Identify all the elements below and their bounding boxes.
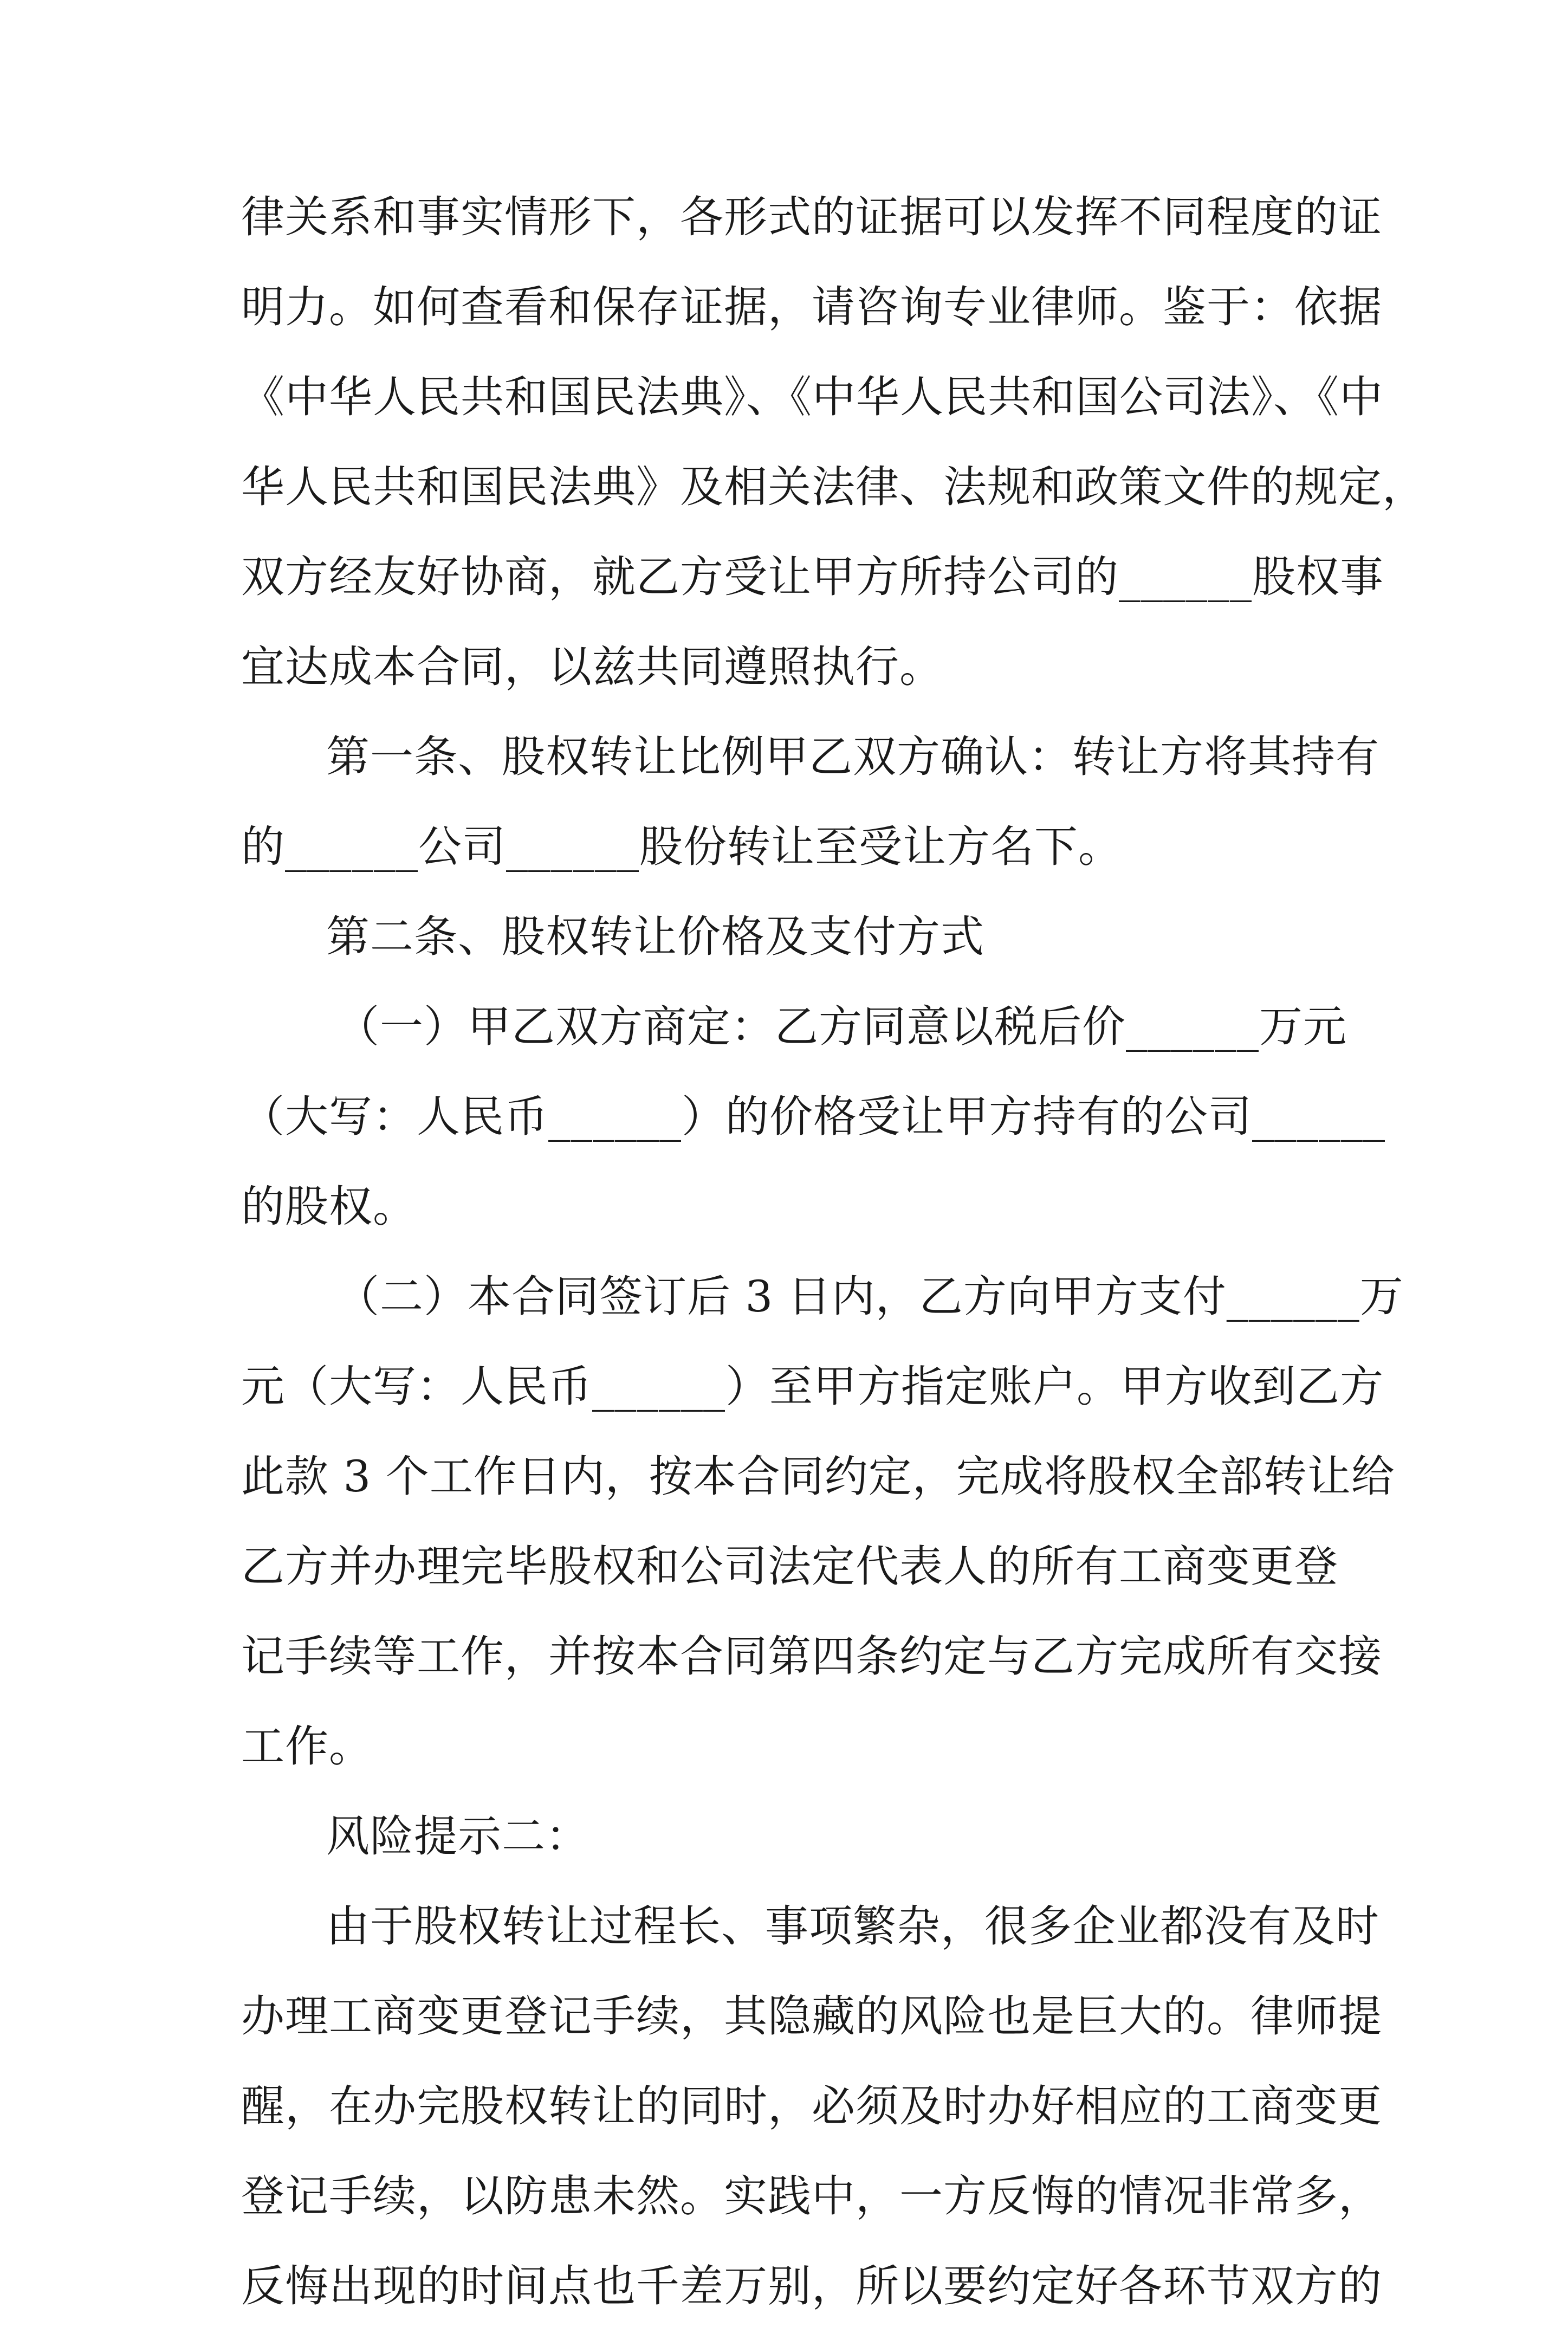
text-line: 记手续等工作，并按本合同第四条约定与乙方完成所有交接 [241,1631,1382,1682]
text-line: 华人民共和国民法典》及相关法律、法规和政策文件的规定， [241,462,1426,512]
article-heading: 第二条、股权转让价格及支付方式 [326,912,984,962]
text-line: 登记手续，以防患未然。实践中，一方反悔的情况非常多， [241,2171,1382,2221]
text-line: 由于股权转让过程长、事项繁杂，很多企业都没有及时 [326,1901,1379,1951]
text-line: 明力。如何查看和保存证据，请咨询专业律师。鉴于：依据 [241,282,1382,332]
text-line: 宜达成本合同，以兹共同遵照执行。 [241,642,943,692]
text-line: 此款 3 个工作日内，按本合同约定，完成将股权全部转让给 [241,1451,1395,1502]
clause-line: （二）本合同签订后 3 日内，乙方向甲方支付______万 [336,1271,1404,1322]
text-line: 工作。 [241,1721,373,1772]
article-heading: 第一条、股权转让比例甲乙双方确认：转让方将其持有 [326,732,1379,782]
text-line: 反悔出现的时间点也千差万别，所以要约定好各环节双方的 [241,2261,1382,2311]
risk-heading: 风险提示二： [326,1811,589,1861]
text-line: 醒，在办完股权转让的同时，必须及时办好相应的工商变更 [241,2081,1382,2131]
text-line: （大写：人民币______）的价格受让甲方持有的公司______ [241,1091,1385,1142]
text-line: 《中华人民共和国民法典》、《中华人民共和国公司法》、《中 [241,372,1383,422]
text-line: 双方经友好协商，就乙方受让甲方所持公司的______股权事 [241,552,1384,602]
text-line: 元（大写：人民币______）至甲方指定账户。甲方收到乙方 [241,1361,1384,1412]
text-line: 的______公司______股份转让至受让方名下。 [241,822,1122,872]
text-line: 乙方并办理完毕股权和公司法定代表人的所有工商变更登 [241,1541,1338,1592]
text-line: 办理工商变更登记手续，其隐藏的风险也是巨大的。律师提 [241,1991,1382,2041]
text-line: 的股权。 [241,1181,417,1232]
clause-line: （一）甲乙双方商定：乙方同意以税后价______万元 [336,1001,1347,1052]
text-line: 律关系和事实情形下，各形式的证据可以发挥不同程度的证 [241,192,1382,242]
